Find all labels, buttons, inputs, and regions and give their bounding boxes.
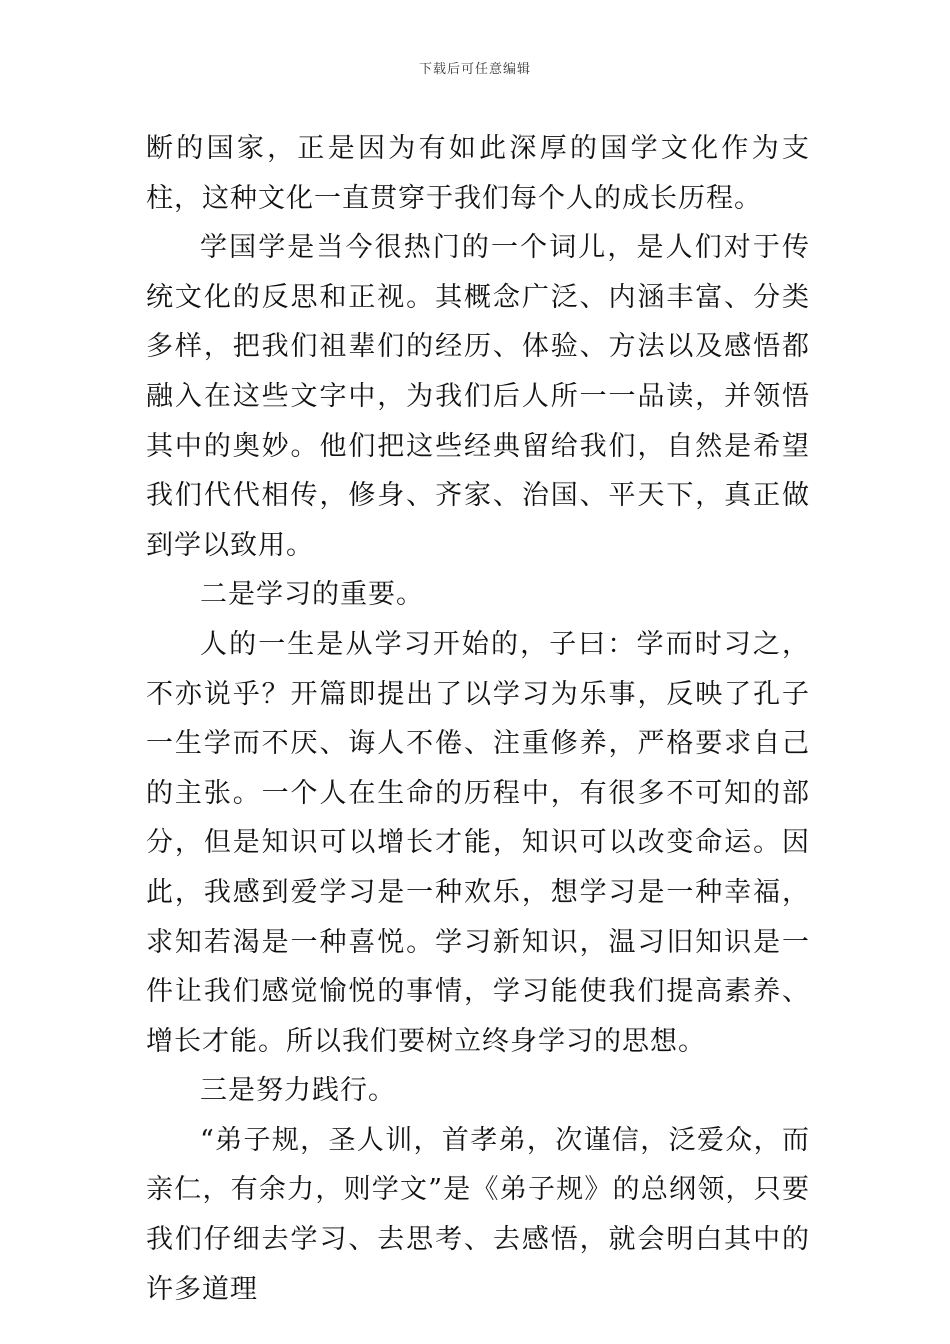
paragraph-learning: 人的一生是从学习开始的，子曰：学而时习之，不亦说乎？开篇即提出了以学习为乐事，反映了孔子一生学而不厌、诲人不倦、注重修养，严格要求自己的主张。一个人在生命的历程中，有很多不可知的部分，但是知识可以增长才能，知识可以改变命运。因此，我感到爱学习是一种欢乐，想学习是一种幸福，求知若渴是一种喜悦。学习新知识，温习旧知识是一件让我们感觉愉悦的事情，学习能使我们提高素养、增长才能。所以我们要树立终身学习的思想。: [146, 628, 810, 1057]
paragraph-guoxue: 学国学是当今很热门的一个词儿，是人们对于传统文化的反思和正视。其概念广泛、内涵丰富、分类多样，把我们祖辈们的经历、体验、方法以及感悟都融入在这些文字中，为我们后人所一一品读，并领悟其中的奥妙。他们把这些经典留给我们，自然是希望我们代代相传，修身、齐家、治国、平天下，真正做到学以致用。: [146, 232, 810, 561]
section-heading-practice: 三是努力践行。: [200, 1075, 396, 1107]
section-heading-learning-importance: 二是学习的重要。: [200, 579, 424, 611]
paragraph-continuation: 断的国家，正是因为有如此深厚的国学文化作为支柱，这种文化一直贯穿于我们每个人的成长历程。: [146, 133, 810, 214]
document-body: [146, 124, 810, 1314]
paragraph-dizigui: “弟子规，圣人训，首孝弟，次谨信，泛爱众，而亲仁，有余力，则学文”是《弟子规》的总纲领，只要我们仔细去学习、去思考、去感悟，就会明白其中的许多道理: [146, 1124, 810, 1305]
page-header: 下载后可任意编辑: [418, 62, 531, 77]
